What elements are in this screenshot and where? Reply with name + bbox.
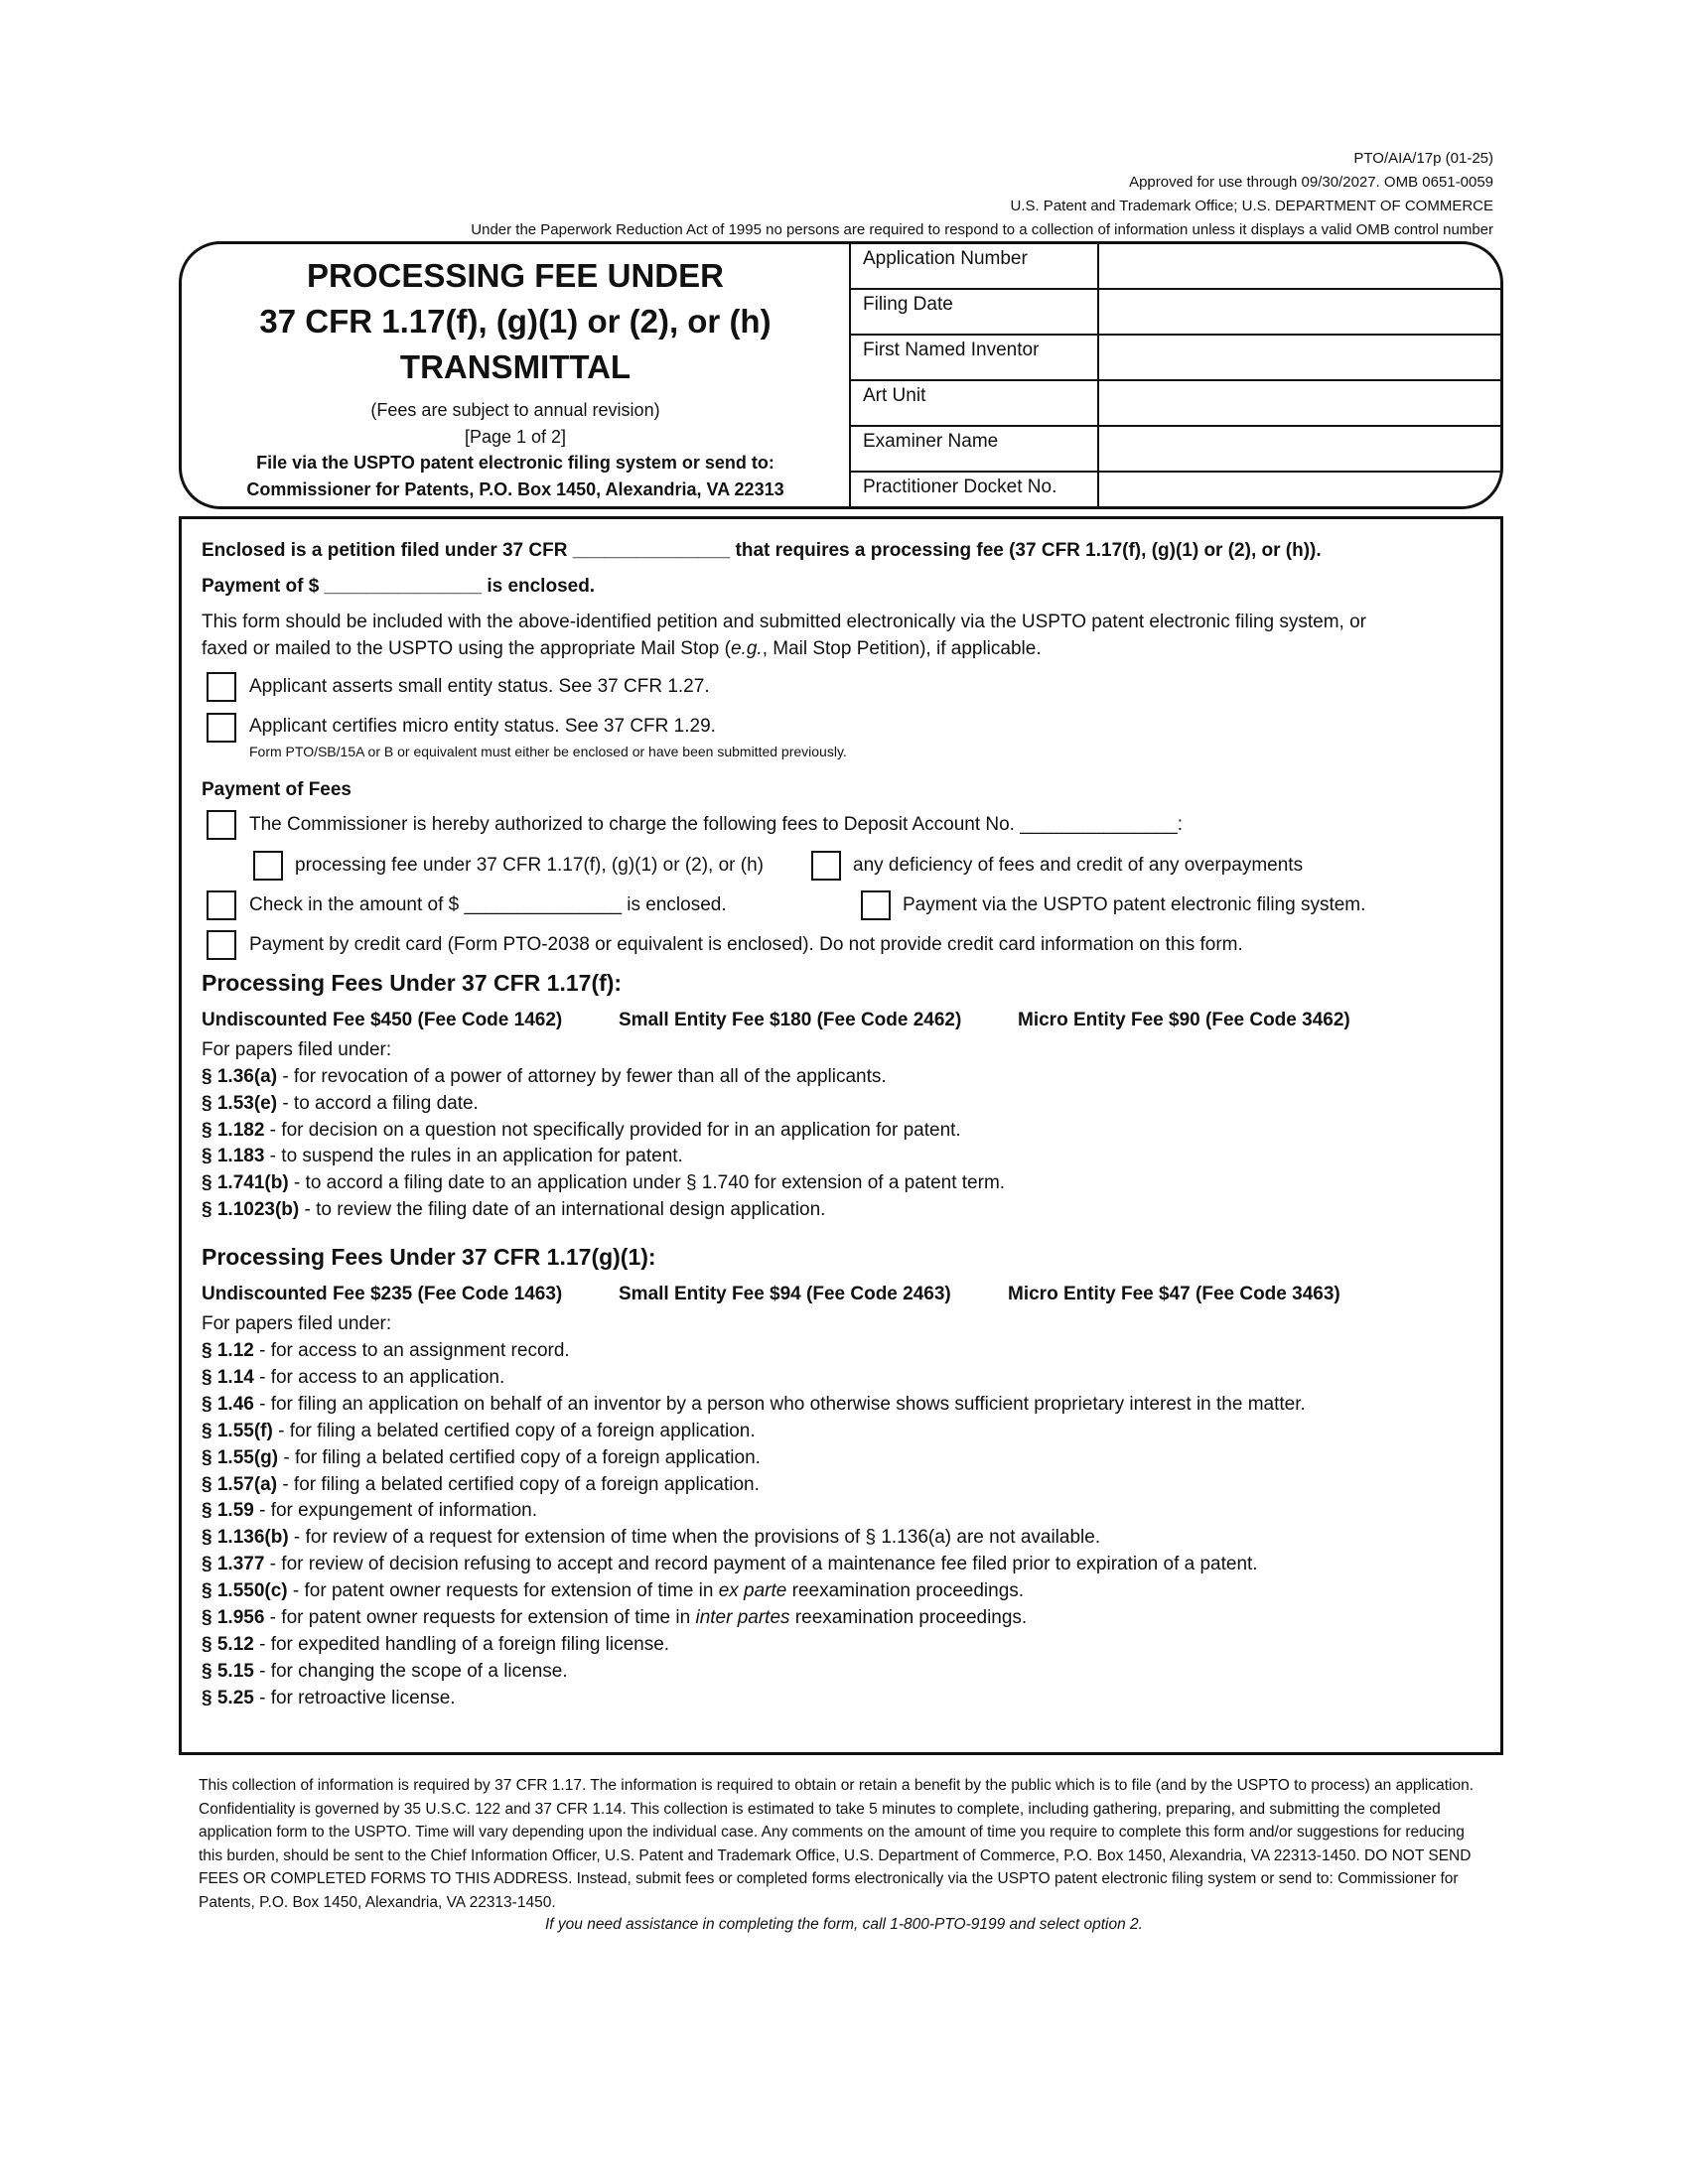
mailing-address: Commissioner for Patents, P.O. Box 1450, Alexandria, VA 22313 [246, 479, 784, 499]
app-label: Art Unit [863, 385, 926, 406]
regulation-description: - for expungement of information. [253, 1500, 537, 1522]
micro-entity-fee-f: Micro Entity Fee $90 (Fee Code 3462) [1018, 1010, 1350, 1030]
section-f-heading: Processing Fees Under 37 CFR 1.17(f): [202, 970, 623, 996]
regulation-item [202, 1145, 683, 1168]
regulation-description: - for filing a belated certified copy of a foreign application. [278, 1446, 761, 1468]
regulation-section: § 5.25 [202, 1687, 254, 1708]
agency-text: U.S. Patent and Trademark Office; U.S. DEPARTMENT OF COMMERCE [1010, 198, 1493, 214]
petition-details-box [179, 516, 1503, 1755]
regulation-item [202, 1579, 1024, 1603]
regulation-description: - for decision on a question not specifically provided for in an application for patent. [264, 1119, 961, 1141]
regulation-section: § 1.377 [202, 1554, 265, 1575]
papers-filed-under-g: For papers filed under: [202, 1313, 392, 1334]
regulation-section: § 1.59 [202, 1500, 254, 1522]
regulation-item [202, 1065, 887, 1089]
burden-statement: This collection of information is required by 37 CFR 1.17. The information is required to obtain or retain a benefit by the public which is to file (and by the USPTO to process) an application. Confidentiality is governed by 35 U.S.C. 122 and 37 CFR 1.14. This collection is estimated to take 5 minutes to complete, including gathering, preparing, and submitting the completed application form to the USPTO. Time will vary depending upon the individual case. Any comments on the amount of time you require to complete this form and/or suggestions for reducing this burden, should be sent to the Chief Information Officer, U.S. Patent and Trademark Office, U.S. Department of Commerce, P.O. Box 1450, Alexandria, VA 22313-1450. DO NOT SEND FEES OR COMPLETED FORMS TO THIS ADDRESS. Instead, submit fees or completed forms electronically via the USPTO patent electronic filing system or send to: Commissioner for Patents, P.O. Box 1450, Alexandria, VA 22313-1450. [199, 1777, 1475, 1911]
regulation-item [202, 1660, 568, 1684]
credit-card-checkbox[interactable] [207, 930, 236, 960]
form-title-line1: PROCESSING FEE UNDER [307, 257, 724, 294]
regulation-description: - for changing the scope of a license. [253, 1660, 568, 1682]
small-entity-checkbox[interactable] [207, 672, 236, 702]
app-row-docket-number [851, 473, 1503, 509]
regulation-description: - for patent owner requests for extension of time in [264, 1607, 696, 1628]
regulation-item [202, 1553, 1258, 1576]
regulation-section: § 1.550(c) [202, 1580, 288, 1602]
app-label: First Named Inventor [863, 340, 1040, 360]
regulation-item [202, 1420, 756, 1443]
regulation-item [202, 1198, 825, 1222]
regulation-section: § 1.183 [202, 1146, 265, 1167]
form-title-line3: TRANSMITTAL [399, 348, 632, 385]
regulation-description: - to review the filing date of an international design application. [299, 1199, 826, 1220]
regulation-description: - for patent owner requests for extension of time in [287, 1580, 719, 1602]
regulation-section: § 1.956 [202, 1607, 265, 1628]
regulation-description: - for revocation of a power of attorney by fewer than all of the applicants. [277, 1066, 887, 1087]
regulation-item [202, 1526, 1100, 1550]
regulation-section: § 1.12 [202, 1340, 254, 1361]
regulation-item [202, 1366, 504, 1390]
deficiency-checkbox[interactable] [811, 851, 841, 881]
regulation-section: § 1.53(e) [202, 1092, 278, 1114]
micro-entity-note: Form PTO/SB/15A or B or equivalent must either be enclosed or have been submitted previously. [249, 744, 847, 759]
credit-card-label: Payment by credit card (Form PTO-2038 or equivalent is enclosed). Do not provide credit card information on this form. [249, 934, 1243, 955]
small-entity-fee-g: Small Entity Fee $94 (Fee Code 2463) [619, 1284, 951, 1304]
regulation-item [202, 1633, 669, 1657]
eg-text: e.g. [730, 638, 763, 659]
micro-entity-checkbox[interactable] [207, 713, 236, 743]
section-g-heading: Processing Fees Under 37 CFR 1.17(g)(1): [202, 1244, 656, 1270]
regulation-section: § 1.182 [202, 1119, 265, 1141]
form-header-box [179, 241, 1503, 509]
processing-fee-label: processing fee under 37 CFR 1.17(f), (g)(1) or (2), or (h) [295, 855, 765, 876]
regulation-description: - for expedited handling of a foreign filing license. [253, 1633, 670, 1655]
regulation-item [202, 1092, 479, 1116]
paperwork-notice: Under the Paperwork Reduction Act of 1995 no persons are required to respond to a collection of information unless it displays a valid OMB control number [471, 221, 1493, 238]
regulation-item [202, 1499, 537, 1523]
regulation-description: - to suspend the rules in an application for patent. [264, 1146, 683, 1167]
instructions-part: faxed or mailed to the USPTO using the appropriate Mail Stop ( [202, 638, 731, 659]
regulation-description: - for review of a request for extension of time when the provisions of § 1.136(a) are not available. [288, 1527, 1101, 1549]
regulation-section: § 1.741(b) [202, 1172, 289, 1194]
regulation-section: § 1.57(a) [202, 1473, 278, 1495]
payment-amount-text: Payment of $ _______________ is enclosed. [202, 576, 596, 597]
docket-number-field[interactable] [1097, 473, 1503, 509]
instructions-part: , Mail Stop Petition), if applicable. [762, 638, 1042, 659]
page-indicator: [Page 1 of 2] [464, 427, 567, 447]
regulation-description-tail: reexamination proceedings. [786, 1580, 1025, 1602]
regulation-description: - for filing an application on behalf of an inventor by a person who otherwise shows sufficient proprietary interest in the matter. [253, 1393, 1306, 1415]
regulation-item [202, 1339, 570, 1363]
approval-text: Approved for use through 09/30/2027. OMB 0651-0059 [1129, 174, 1493, 191]
efs-payment-label: Payment via the USPTO patent electronic filing system. [903, 894, 1366, 915]
enclosed-petition-text: Enclosed is a petition filed under 37 CFR _______________ that requires a processing fee (37 CFR 1.17(f), (g)(1) or (2), or (h)). [202, 540, 1322, 561]
app-row-filing-date [851, 290, 1503, 336]
instructions-line2 [202, 637, 1042, 661]
undiscounted-fee-g: Undiscounted Fee $235 (Fee Code 1463) [202, 1284, 563, 1304]
deposit-account-checkbox[interactable] [207, 810, 236, 840]
regulation-section: § 1.14 [202, 1366, 254, 1388]
regulation-section: § 1.55(f) [202, 1420, 273, 1441]
regulation-description-tail: reexamination proceedings. [789, 1607, 1028, 1628]
regulation-description: - for review of decision refusing to accept and record payment of a maintenance fee filed prior to expiration of a patent. [264, 1554, 1258, 1575]
regulation-italic: ex parte [718, 1580, 787, 1602]
efs-payment-checkbox[interactable] [861, 890, 891, 920]
regulation-item [202, 1606, 1027, 1630]
regulation-section: § 1.55(g) [202, 1446, 279, 1468]
regulation-description: - for access to an application. [253, 1366, 505, 1388]
regulation-description: - for access to an assignment record. [253, 1340, 570, 1361]
regulation-section: § 1.136(b) [202, 1527, 289, 1549]
small-entity-label: Applicant asserts small entity status. See 37 CFR 1.27. [249, 676, 710, 697]
micro-entity-label: Applicant certifies micro entity status. See 37 CFR 1.29. [249, 716, 716, 737]
app-label: Examiner Name [863, 431, 999, 452]
papers-filed-under-f: For papers filed under: [202, 1039, 392, 1060]
regulation-item [202, 1687, 456, 1710]
check-payment-label: Check in the amount of $ _______________ is enclosed. [249, 894, 727, 915]
app-row-application-number [851, 244, 1503, 290]
regulation-section: § 1.36(a) [202, 1066, 278, 1087]
regulation-section: § 5.15 [202, 1660, 254, 1682]
check-payment-checkbox[interactable] [207, 890, 236, 920]
app-label: Filing Date [863, 294, 953, 315]
small-entity-fee-f: Small Entity Fee $180 (Fee Code 2462) [619, 1010, 962, 1030]
regulation-italic: inter partes [695, 1607, 790, 1628]
app-row-first-inventor [851, 336, 1503, 381]
regulation-description: - for filing a belated certified copy of a foreign application. [272, 1420, 756, 1441]
form-id: PTO/AIA/17p (01-25) [1353, 150, 1493, 167]
regulation-description: - for retroactive license. [253, 1687, 456, 1708]
micro-entity-fee-g: Micro Entity Fee $47 (Fee Code 3463) [1008, 1284, 1340, 1304]
deposit-account-label: The Commissioner is hereby authorized to charge the following fees to Deposit Account No. _______________: [249, 814, 1184, 835]
app-label: Application Number [863, 248, 1028, 269]
regulation-section: § 5.12 [202, 1633, 254, 1655]
regulation-description: - to accord a filing date. [277, 1092, 479, 1114]
form-title-line2: 37 CFR 1.17(f), (g)(1) or (2), or (h) [259, 303, 772, 340]
application-info-table [851, 244, 1503, 506]
assistance-line: If you need assistance in completing the form, call 1-800-PTO-9199 and select option 2. [545, 1916, 1143, 1933]
undiscounted-fee-f: Undiscounted Fee $450 (Fee Code 1462) [202, 1010, 563, 1030]
processing-fee-checkbox[interactable] [253, 851, 283, 881]
regulation-item [202, 1171, 1005, 1195]
instructions-line1: This form should be included with the above-identified petition and submitted electronically via the USPTO patent electronic filing system, or [202, 612, 1366, 632]
regulation-item [202, 1473, 760, 1497]
app-row-art-unit [851, 381, 1503, 427]
regulation-description: - for filing a belated certified copy of a foreign application. [277, 1473, 760, 1495]
app-label: Practitioner Docket No. [863, 477, 1057, 497]
regulation-description: - to accord a filing date to an application under § 1.740 for extension of a patent term. [288, 1172, 1006, 1194]
regulation-section: § 1.1023(b) [202, 1199, 300, 1220]
regulation-item [202, 1446, 761, 1470]
title-block [182, 244, 849, 506]
deficiency-label: any deficiency of fees and credit of any overpayments [853, 855, 1304, 876]
regulation-section: § 1.46 [202, 1393, 254, 1415]
fee-revision-note: (Fees are subject to annual revision) [370, 400, 660, 420]
app-row-examiner-name [851, 427, 1503, 473]
regulation-item [202, 1119, 961, 1143]
payment-of-fees-heading: Payment of Fees [202, 779, 352, 800]
regulation-item [202, 1393, 1306, 1417]
file-via-text: File via the USPTO patent electronic filing system or send to: [256, 453, 774, 473]
